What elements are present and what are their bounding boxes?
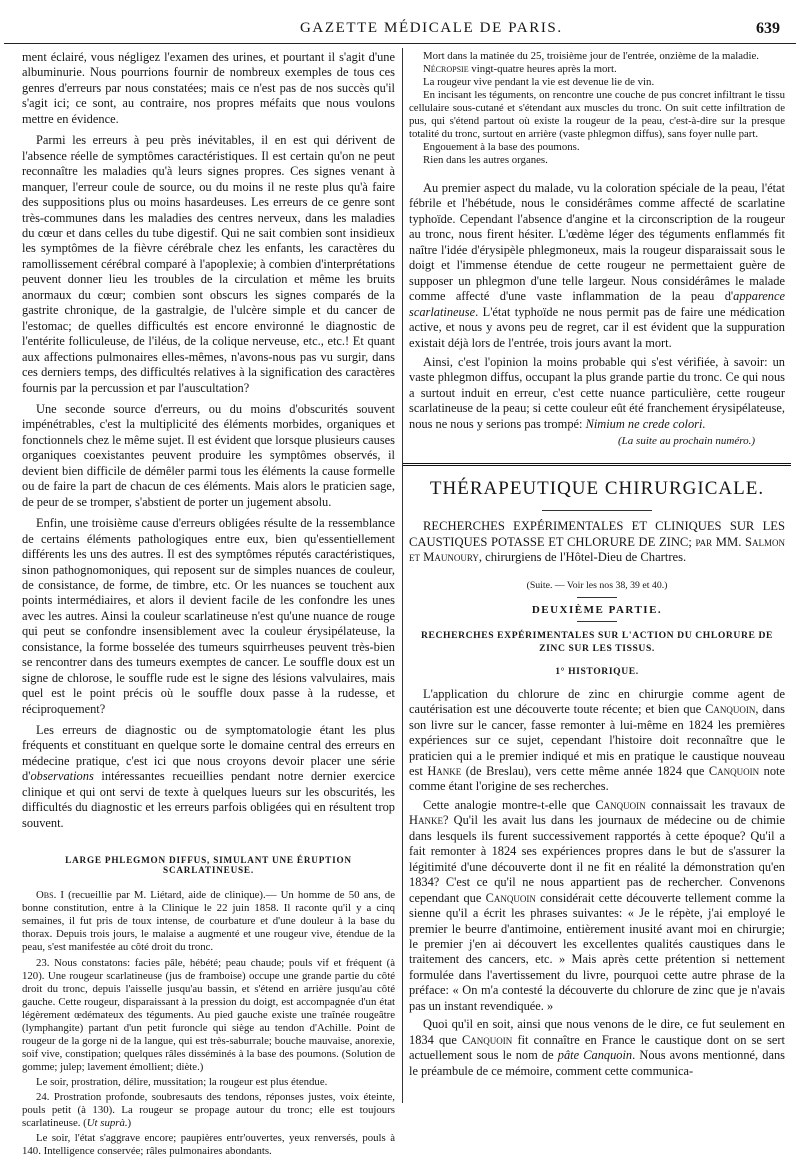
paragraph: L'application du chlorure de zinc en chirurgie comme agent de cautérisation est une découverte toute récente; et bien que Canquoin, dans son livre sur le cancer, fasse remonter à lui-même en 1824 les premières expériences sur ce sujet, cependant l'histoire doit reconnaître que le praticien qui a le premier indiqué et mis en pratique le caustique nouveau est Hanke (de Breslau), vers cette même année 1824 que Canquoin note comme étant l'origine de ses recherches. [409, 686, 785, 794]
small-rule [577, 597, 617, 598]
continuation-reference: (Suite. — Voir les nos 38, 39 et 40.) [526, 579, 668, 591]
section-separator [403, 463, 791, 466]
paragraph: Les erreurs de diagnostic ou de symptomatologie étant les plus fréquents et constituant en quelque sorte le domaine central des erreurs en médecine pratique, c'est ici que nous croyons devoir placer une série d'observations intéressantes recueillies pendant notre dernier exercice clinique et qui ont servi de texte à quelques lueurs sur les obscurités, les difficultés du diagnostic et les erreurs parfois obligées qui en résultent trop souvent. [22, 723, 395, 830]
paragraph: Cette analogie montre-t-elle que Canquoin connaissait les travaux de Hanke? Qu'il les avait lus dans les journaux de médecine ou de chimie dans lesquels ils furent successivement rapportés à cette époque? Qu'il a fait remonter à 1824 ses expériences propres dans le but de s'assurer la légitimité d'une découverte dont il ne fit en réalité la démonstration qu'en 1834? C'est ce qu'il ne nous appartient pas de rechercher. Convenons cependant que Canquoin considérait cette découverte tellement comme la sienne qu'il a écrit les phrases suivantes: « Je le répète, j'ai employé le premier le beurre d'antimoine, entièrement inusité avant moi en chirurgie; le premier j'en ai découvert les excellentes qualités caustiques dans le traitement des cancers, etc. » Mais après cette prétention si nettement formulée dans l'avertissement du livre, pourquoi cette autre phrase de la préface: « On m'a contesté la découverte du chlorure de zinc que je n'avais pas un instant revendiquée. » [409, 797, 785, 1013]
column-divider [402, 48, 403, 1103]
observation-paragraph: En incisant les téguments, on rencontre une couche de pus concret infiltrant le tissu cellulaire sous-cutané et s'étendant aux muscles du tronc. On suit cette infiltration de pus, qui s'étend partout où existe la rougeur de la peau, c'est-à-dire sur la presque totalité du tronc, surtout en arrière (vaste phlegmon diffus), sans foyer nulle part. [409, 89, 785, 140]
paragraph: Une seconde source d'erreurs, ou du moins d'obscurités souvent impénétrables, c'est la multiplicité des éléments morbides, organiques et fonctionnels chez le même sujet. Il est évident que lorsque plusieurs causes organiques coexistantes peuvent produire les symptômes observés, il devient bien difficile de démêler parmi tous les éléments la cause formelle ou de faire la part de chacun de ces éléments. Mais alors le praticien sage, de peur de se tromper, s'abstient de porter un jugement absolu. [22, 401, 395, 509]
title-rule [542, 510, 652, 511]
observation-paragraph: Obs. I (recueillie par M. Liétard, aide de clinique).— Un homme de 50 ans, de bonne constitution, entre à la Clinique le 22 juin 1858. Il raconte qu'il y a cinq semaines, il fut pris de toux intense, de courbature et d'une douleur à la base du thorax. Depuis trois jours, le malaise a augmenté et une rougeur vive, étendue de la peau, s'est manifestée au côté droit du tronc. [22, 889, 395, 954]
observation-paragraph: La rougeur vive pendant la vie est devenue lie de vin. [423, 76, 655, 88]
case-title: LARGE PHLEGMON DIFFUS, SIMULANT UNE ÉRUPTION SCARLATINEUSE. [65, 855, 352, 876]
part-title: DEUXIÈME PARTIE. [531, 603, 663, 616]
observation-paragraph: 24. Prostration profonde, soubresauts des tendons, réponses justes, voix éteinte, pouls petit (à 130). La rougeur se propage autour du tronc; elle est toujours scarlatineuse. (Ut suprà.) [22, 1091, 395, 1130]
observation-paragraph: Mort dans la matinée du 25, troisième jour de l'entrée, onzième de la maladie. [423, 50, 759, 62]
paragraph: ment éclairé, vous négligez l'examen des urines, et pourtant il s'agit d'une albuminurie. Nous pourrions fournir de nombreux exemples de tous ces genres d'erreurs par nous constatées; mais ce n'est pas de nos succès qu'il s'agit ici; ce sont, au contraire, nos propres méfaits que nous voulons mettre en évidence. [22, 50, 395, 126]
observation-paragraph: Le soir, l'état s'aggrave encore; paupières entr'ouvertes, yeux renversés, pouls à 140. Intelligence conservée; râles pulmonaires abondants. [22, 1132, 395, 1158]
running-header-title: GAZETTE MÉDICALE DE PARIS. [300, 20, 563, 36]
observation-paragraph: Engouement à la base des poumons. [423, 141, 580, 153]
right-column [409, 50, 785, 1079]
paragraph: Parmi les erreurs à peu près inévitables, il en est qui dérivent de l'absence réelle de symptômes caractéristiques. Il est certain qu'on ne peut reconnaître les maladies qu'à leurs signes propres. Ces signes venant à manquer, l'erreur coule de source, ou du moins il ne reste plus qu'à faire des suppositions plus ou moins hasardeuses. Les erreurs de ce genre sont très-communes dans les maladies des centres nerveux, dans les maladies du cœur et dans celles du tube digestif. Qui ne sait combien sont insidieux les symptômes de la fièvre cérébrale chez les enfants, les caractères du ramollissement cérébral comparé à l'apoplexie; à combien d'interprétations peuvent donner lieu les troubles de la circulation et même les bruits anormaux du cœur; combien sont obscurs les signes comparés de la gastrite chronique, de la gastralgie, de l'ulcère simple et du cancer de l'estomac; de quelles difficultés est encore environné le diagnostic de l'entérite folliculeuse, de l'iléus, de la colique nerveuse, etc., etc.! Et quant aux affections pulmonaires elles-mêmes, n'avons-nous pas vu surgir, dans ces derniers temps, des difficultés relatives à la signification des caractères fournis par la percussion et par l'auscultation? [22, 133, 395, 395]
continuation-note: (La suite au prochain numéro.) [618, 435, 755, 448]
observation-paragraph: Le soir, prostration, délire, mussitation; la rougeur est plus étendue. [36, 1076, 328, 1089]
header-rule [4, 43, 796, 44]
article-heading: RECHERCHES EXPÉRIMENTALES ET CLINIQUES SUR LES CAUSTIQUES POTASSE ET CHLORURE DE ZINC; par MM. Salmon et Maunoury, chirurgiens de l'Hôtel-Dieu de Chartres. [409, 519, 785, 565]
observation-paragraph: 23. Nous constatons: facies pâle, hébété; peau chaude; pouls vif et fréquent (à 120). Une rougeur scarlatineuse (jus de framboise) occupe une grande partie du côté droit du tronc, depuis l'aisselle jusqu'au bassin, et s'étend en arrière jusqu'au côté gauche. Cette rougeur, disparaissant à la pression du doigt, est accompagnée d'un état légèrement œdémateux des téguments. Au pied gauche existe une traînée rougeâtre (lymphangite) partant d'un petit furoncle qui siège au tendon d'Achille. Point de rougeur de la gorge ni de la langue, qui est très-saburrale; bouche mauvaise, anorexie, soif vive, constipation; quelques râles disséminés à la base des poumons. (Solution de gomme; julep; lavement émollient; diète.) [22, 957, 395, 1074]
observation-paragraph: Rien dans les autres organes. [423, 154, 548, 166]
page-number: 639 [756, 20, 780, 37]
paragraph: Quoi qu'il en soit, ainsi que nous venons de le dire, ce fut seulement en 1834 que Canquoin fit connaître en France le caustique dont on se sert actuellement sous le nom de pâte Canquoin. Nous avons mentionné, dans le préambule de ce mémoire, comment cette communica- [409, 1017, 786, 1078]
part-subtitle: RECHERCHES EXPÉRIMENTALES SUR L'ACTION DU CHLORURE DE ZINC SUR LES TISSUS. [421, 629, 773, 654]
paragraph: Enfin, une troisième cause d'erreurs obligées résulte de la ressemblance de certains éléments pathologiques entre eux, bien qu'essentiellement différents les uns des autres. Il est des symptômes réputés caractéristiques, sinon pathognomoniques, qui reposent sur de simples nuances de couleur, de consistance, de forme, de timbre, etc. Or les nuances se touchent aux points intermédiaires, et alors il devient facile de les confondre les unes avec les autres. Ainsi la couleur scarlatineuse n'est qu'une nuance de rouge qui peut se confondre insensiblement avec la couleur érysipélateuse, la consistance, la forme bosselée des tumeurs squirrheuses peuvent très-bien se rencontrer dans des tumeurs exemptes de cancer. Le souffle doux est un signe de chlorose, le souffle rude est le signe des lésions valvulaires, mais quel est le point précis où le souffle doux passe à la rudesse, et réciproquement? [22, 516, 395, 716]
subsection-title: 1° HISTORIQUE. [555, 665, 639, 677]
paragraph: Au premier aspect du malade, vu la coloration spéciale de la peau, l'état fébrile et l'hébétude, nous le considérâmes comme affecté de scarlatine typhoïde. Cependant l'absence d'angine et la circonscription de la rougeur au tronc, nous firent hésiter. L'œdème léger des téguments enflammés fit naître l'idée d'érysipèle phlegmoneux, mais la rougeur disparaissait sous le doigt et l'immense étendue de cette rougeur ne permettaient guère de supposer un phlegmon d'une telle largeur. Nous considérâmes le malade comme affecté d'une vaste inflammation de la peau d'apparence scarlatineuse. L'état typhoïde ne nous permit pas de faire une médication active, et nous y avons peu de regret, car il est évident que la suppuration existait déjà lors de l'entrée, trois jours avant la mort. [409, 181, 785, 350]
small-rule [577, 621, 617, 622]
paragraph: Ainsi, c'est l'opinion la moins probable qui s'est vérifiée, à savoir: un vaste phlegmon diffus, occupant la plus grande partie du tronc. Ce qui nous a surtout induit en erreur, c'est cette nuance particulière, cette rougeur scarlatineuse de la peau; si cette couleur eût été franchement érysipélateuse, nous ne nous y serions pas trompé: Nimium ne crede colori. [409, 354, 786, 431]
section-title: THÉRAPEUTIQUE CHIRURGICALE. [429, 478, 765, 500]
observation-paragraph: Nécropsie vingt-quatre heures après la mort. [423, 63, 617, 75]
left-column [22, 50, 395, 1158]
